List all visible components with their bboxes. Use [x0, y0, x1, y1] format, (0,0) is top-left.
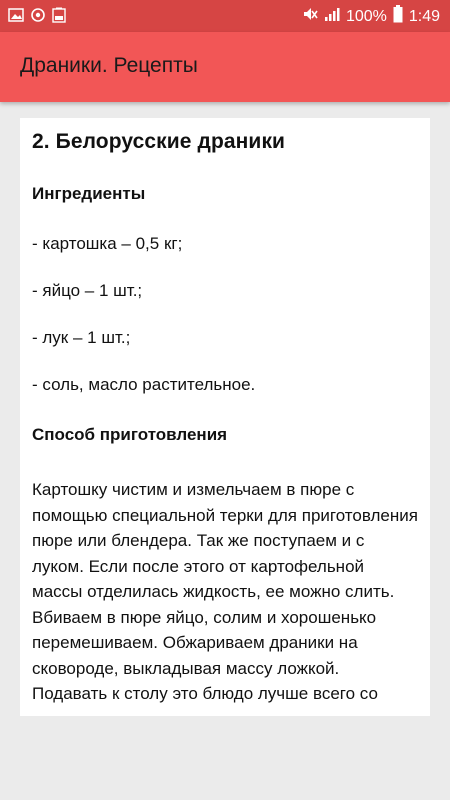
clock: 1:49: [408, 7, 440, 25]
recipe-title: 2. Белорусские драники: [32, 130, 286, 153]
ingredient-item: - лук – 1 шт.;: [32, 328, 131, 347]
image-icon: [8, 8, 24, 27]
ingredient-item: - картошка – 0,5 кг;: [32, 234, 183, 253]
recipe-card[interactable]: [20, 118, 430, 716]
sync-icon: [30, 7, 46, 28]
status-right-icons: [302, 5, 440, 28]
method-heading: Способ приготовления: [32, 425, 228, 444]
ingredient-item: - яйцо – 1 шт.;: [32, 281, 143, 300]
status-bar: [0, 0, 450, 32]
recipe-content: [20, 118, 430, 707]
method-text: Картошку чистим и измельчаем в пюре с помощью специальной терки для приготовления пюре или блендера. Так же поступаем и с луком. Если после этого от картофельной массы отделилась жидкость, ее можно слить. Вбиваем в пюре яйцо, солим и хорошенько перемешиваем. Обжариваем драники на сковороде, выкладывая массу ложкой. Подавать к столу это блюдо лучше всего со: [32, 480, 418, 703]
status-left-icons: [8, 7, 66, 28]
signal-icon: [324, 6, 340, 27]
ingredients-heading: Ингредиенты: [32, 184, 146, 203]
ingredient-item: - соль, масло растительное.: [32, 375, 256, 394]
battery-icon: [393, 5, 403, 28]
battery-saver-icon: [52, 7, 66, 28]
app-title: Драники. Рецепты: [20, 54, 198, 77]
battery-percent: 100%: [345, 7, 387, 25]
mute-icon: [302, 6, 318, 27]
app-bar: [0, 32, 450, 102]
